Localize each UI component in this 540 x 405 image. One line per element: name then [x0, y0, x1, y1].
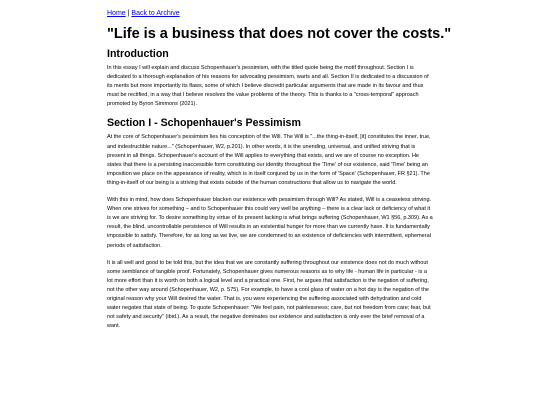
intro-paragraph: In this essay I will explain and discuss Schopenhauer's pessimism, with the titled quote being the motif throughout. Section I is dedicated to a thorough explanation of his reasons for advocating pessimism, warts and all. Section II is dedicated to a discussion of its merits but more importantly its flaws, some of which I believe discredit particular arguments that are made in its favour and thus must be rectified, in a way that I believe resolves the value problems of the theory. This is thanks to a "cross-temporal" approach promoted by Byron Simmons (2021). [107, 65, 429, 108]
home-link[interactable]: Home [107, 10, 126, 17]
section-1-paragraph-3: It is all well and good to be told this, but the idea that we are constantly suffering throughout our existence does not do much without some semblance of tangible proof. Fortunately, Schopenhauer gives numerous reasons as to why life - human life in particular - is a lot more effort than it is worth on both a logical level and a practical one. First, he argues that satisfaction is the negation of suffering, not the other way around (Schopenhauer, W2, p. 575). For example, to have a cool glass of water on a hot day is the negation of the original reason why your Will desired the water. That is, you were experiencing the suffering associated with dehydration and cold water negates that state of being. To quote Schopenhauer: "We feel pain, not painlessness; care, but not freedom from care; fear, but not safety and security" (ibid.). As a result, the negative dominates our existence and satisfaction is only ever the brief removal of a want. [107, 259, 431, 330]
breadcrumb-nav [107, 9, 433, 18]
nav-separator: | [127, 10, 130, 17]
section-heading-introduction: Introduction [107, 48, 169, 60]
section-heading-section-1: Section I - Schopenhauer's Pessimism [107, 117, 301, 130]
page-title: "Life is a business that does not cover the costs." [107, 26, 452, 42]
back-to-archive-link[interactable]: Back to Archive [131, 10, 180, 17]
section-1-paragraph-1: At the core of Schopenhauer's pessimism lies his conception of the Will. The Will is "...the thing-in-itself, [it] constitutes the inner, true, and indestructible nature..." (Schopenhauer, W2, p.201). In other words, it is the unending, universal, and unified striving that is present in all things. Schopenhauer's account of the Will applies to everything that exists, and we are of course no exception. He states that there is a persisting inaccessible form constituting our identity throughout the 'Time' of our existence, said 'Time' being an imposition we place on the appearance of reality, which is in itself conjured by us in the form of 'Space' (Schopenhauer, FR §21). The thing-in-itself of our being is a striving that exists outside of the human constructions that allow us to navigate the world. [107, 134, 431, 186]
section-1-paragraph-2: With this in mind, how does Schopenhauer blacken our existence with pessimism through Will? As stated, Will is a ceaseless striving. When one strives for something – and to Schopenhauer this could very well be anything – there is a clear lack or deficiency of what it is we are striving for. To desire something by virtue of its present lacking is what brings suffering (Schopenhauer, W1 §56, p.309). As a result, the blind, uncontrollable persistence of Will results in an existential hunger for more than we currently have. It is fundamentally impossible to satisfy. Therefore, for as long as we live, we are condemned to an existence of deficiencies with intermittent, ephemeral periods of satisfaction. [107, 197, 433, 249]
article [107, 9, 452, 339]
